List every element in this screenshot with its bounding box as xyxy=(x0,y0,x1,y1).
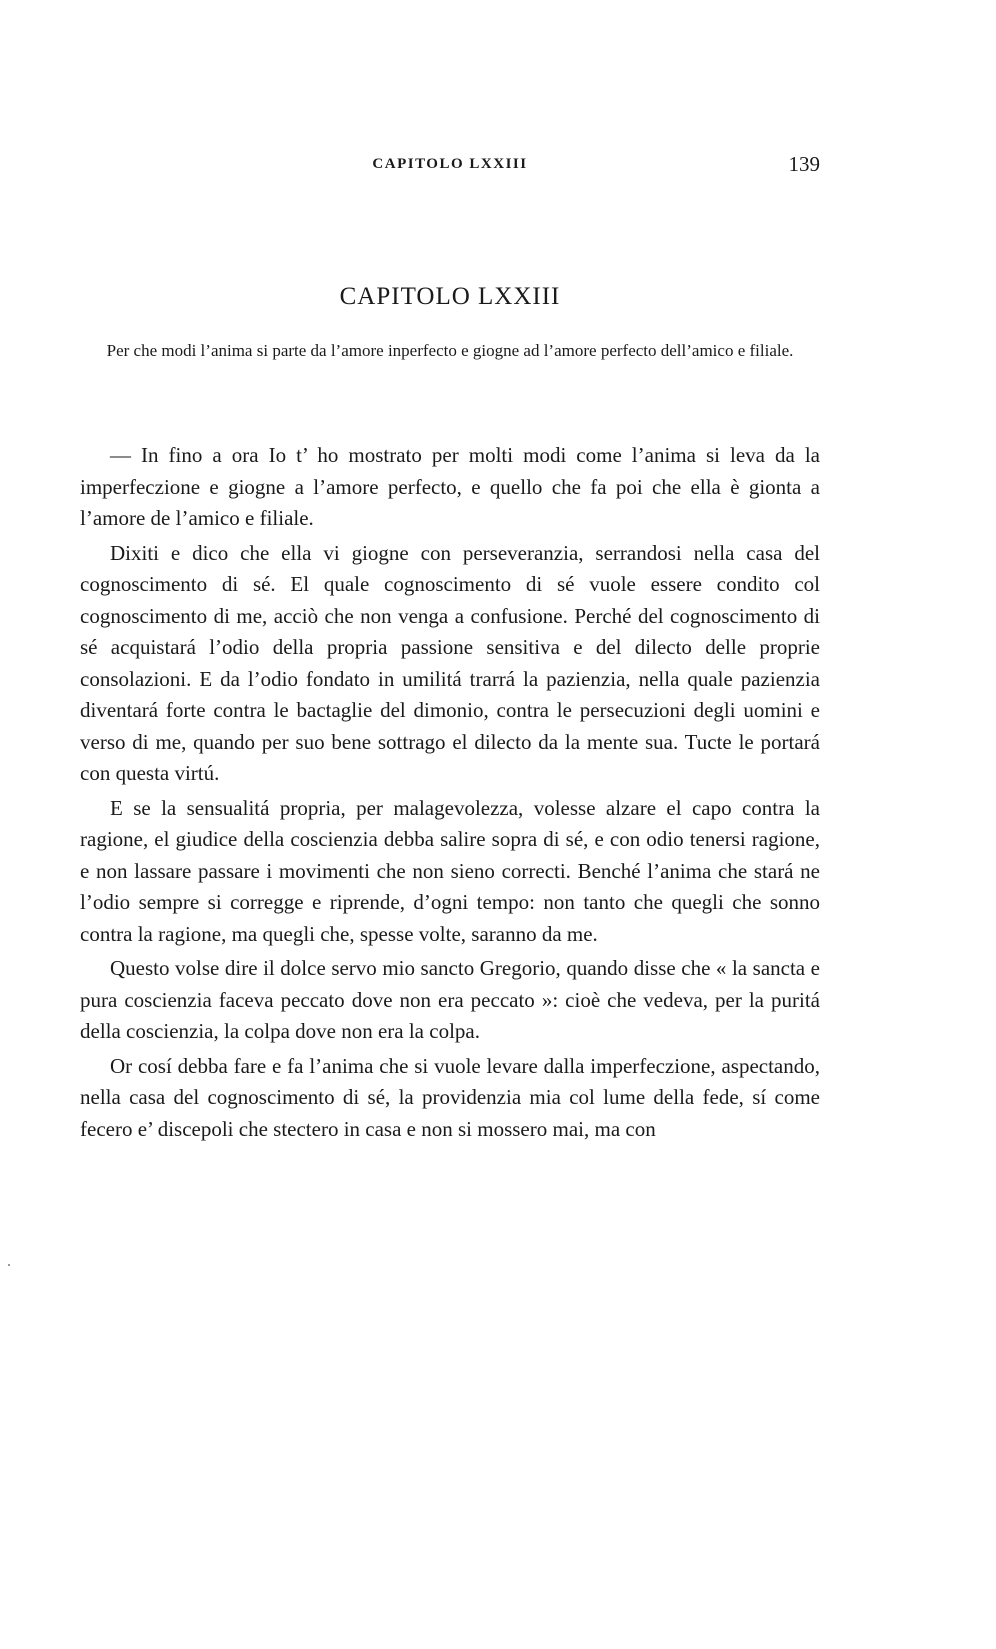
body-text xyxy=(80,440,820,1148)
chapter-title: CAPITOLO LXXIII xyxy=(339,283,561,310)
running-head xyxy=(80,150,820,180)
paragraph: — In fino a ora Io t’ ho mostrato per molti modi come l’anima si leva da la imperfeczione e giogne a l’amore perfecto, e quello che fa poi che ella è gionta a l’amore de l’amico e filiale. xyxy=(80,443,820,530)
paragraph: Dixiti e dico che ella vi giogne con perseveranzia, serrandosi nella casa del cognoscimento di sé. El quale cognoscimento di sé vuole essere condito col cognoscimento di me, acciò che non venga a confusione. Perché del cognoscimento di sé acquistará l’odio della propria passione sensitiva e del dilecto delle proprie consolazioni. E da l’odio fondato in umilitá trarrá la pazienzia, nella quale pazienzia diventará forte contra le bactaglie del dimonio, contra le persecuzioni degli uomini e verso di me, quando per suo bene sottrago el dilecto da la mente sua. Tucte le portará con questa virtú. xyxy=(80,540,820,785)
paragraph: Questo volse dire il dolce servo mio sancto Gregorio, quando disse che « la sancta e pura coscienzia faceva peccato dove non era peccato »: cioè che vedeva, per la puritá della coscienzia, la colpa dove non era la colpa. xyxy=(80,956,820,1043)
margin-speck xyxy=(8,1264,10,1266)
chapter-subtitle: Per che modi l’anima si parte da l’amore inperfecto e giogne ad l’amore perfecto dell’amico e filiale. xyxy=(106,341,794,360)
running-title: CAPITOLO LXXIII xyxy=(372,156,528,172)
paragraph: Or cosí debba fare e fa l’anima che si vuole levare dalla imperfeczione, aspectando, nella casa del cognoscimento di sé, la providenzia mia col lume della fede, sí come fecero e’ discepoli che stectero in casa e non si mossero mai, ma con xyxy=(80,1053,820,1141)
paragraph: E se la sensualitá propria, per malagevolezza, volesse alzare el capo contra la ragione, el giudice della coscienzia debba salire sopra di sé, e con odio tenersi ragione, e non lassare passare i movimenti che non sieno correcti. Benché l’anima che stará ne l’odio sempre si corregge e riprende, d’ogni tempo: non tanto che quegli che sonno contra la ragione, ma quegli che, spesse volte, saranno da me. xyxy=(80,795,820,946)
page-number: 139 xyxy=(788,152,820,176)
